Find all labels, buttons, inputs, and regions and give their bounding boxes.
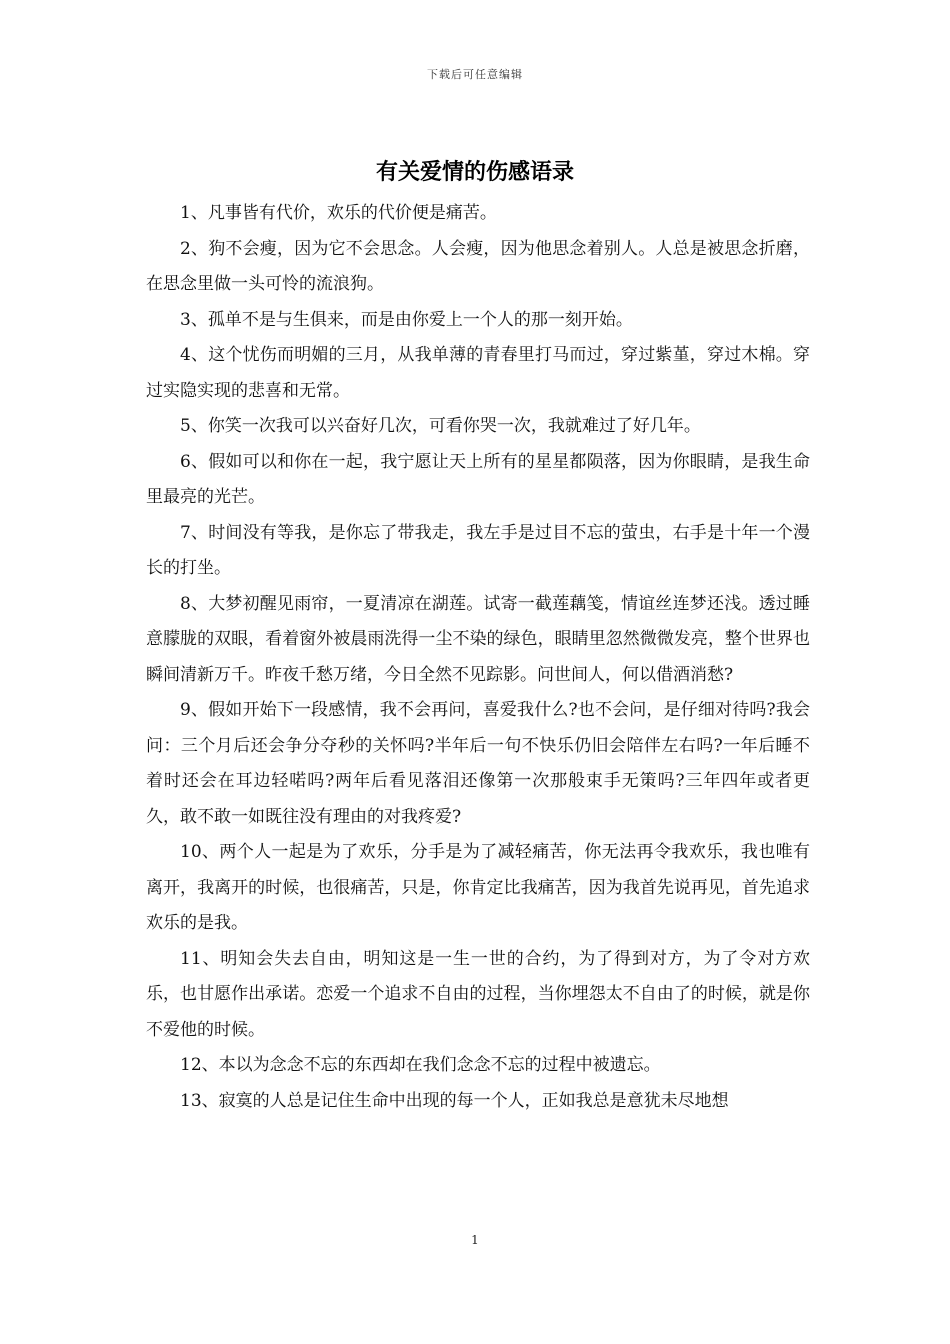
document-body bbox=[146, 196, 810, 1119]
paragraph: 13、寂寞的人总是记住生命中出现的每一个人，正如我总是意犹未尽地想 bbox=[180, 1090, 729, 1111]
paragraph: 11、明知会失去自由，明知这是一生一世的合约，为了得到对方，为了令对方欢乐，也甘愿作出承诺。恋爱一个追求不自由的过程，当你埋怨太不自由了的时候，就是你不爱他的时候。 bbox=[146, 948, 810, 1040]
document-title: 有关爱情的伤感语录 bbox=[375, 159, 574, 185]
paragraph: 2、狗不会瘦，因为它不会思念。人会瘦，因为他思念着别人。人总是被思念折磨，在思念里做一头可怜的流浪狗。 bbox=[146, 238, 810, 294]
paragraph: 12、本以为念念不忘的东西却在我们念念不忘的过程中被遗忘。 bbox=[180, 1055, 661, 1075]
header-note: 下载后可任意编辑 bbox=[427, 68, 523, 81]
paragraph: 10、两个人一起是为了欢乐，分手是为了减轻痛苦，你无法再令我欢乐，我也唯有离开，我离开的时候，也很痛苦，只是，你肯定比我痛苦，因为我首先说再见，首先追求欢乐的是我。 bbox=[146, 842, 810, 933]
paragraph: 3、孤单不是与生俱来，而是由你爱上一个人的那一刻开始。 bbox=[180, 309, 633, 330]
paragraph: 9、假如开始下一段感情，我不会再问，喜爱我什么?也不会问，是仔细对待吗?我会问：三个月后还会争分夺秒的关怀吗?半年后一句不快乐仍旧会陪伴左右吗?一年后睡不着时还会在耳边轻喏吗?两年后看见落泪还像第一次那般束手无策吗?三年四年或者更久，敢不敢一如既往没有理由的对我疼爱? bbox=[146, 700, 810, 827]
paragraph: 4、这个忧伤而明媚的三月，从我单薄的青春里打马而过，穿过紫堇，穿过木棉。穿过实隐实现的悲喜和无常。 bbox=[146, 345, 810, 401]
paragraph: 6、假如可以和你在一起，我宁愿让天上所有的星星都陨落，因为你眼睛，是我生命里最亮的光芒。 bbox=[146, 451, 810, 507]
paragraph: 1、凡事皆有代价，欢乐的代价便是痛苦。 bbox=[180, 203, 497, 223]
paragraph: 5、你笑一次我可以兴奋好几次，可看你哭一次，我就难过了好几年。 bbox=[180, 416, 701, 436]
paragraph: 8、大梦初醒见雨帘，一夏清凉在湖莲。试寄一截莲藕笺，情谊丝连梦还浅。透过睡意朦胧的双眼，看着窗外被晨雨洗得一尘不染的绿色，眼睛里忽然微微发亮，整个世界也瞬间清新万千。昨夜千愁万绪，今日全然不见踪影。问世间人，何以借酒消愁? bbox=[146, 593, 810, 685]
page-number: 1 bbox=[471, 1233, 479, 1247]
paragraph: 7、时间没有等我，是你忘了带我走，我左手是过目不忘的萤虫，右手是十年一个漫长的打坐。 bbox=[146, 522, 810, 578]
